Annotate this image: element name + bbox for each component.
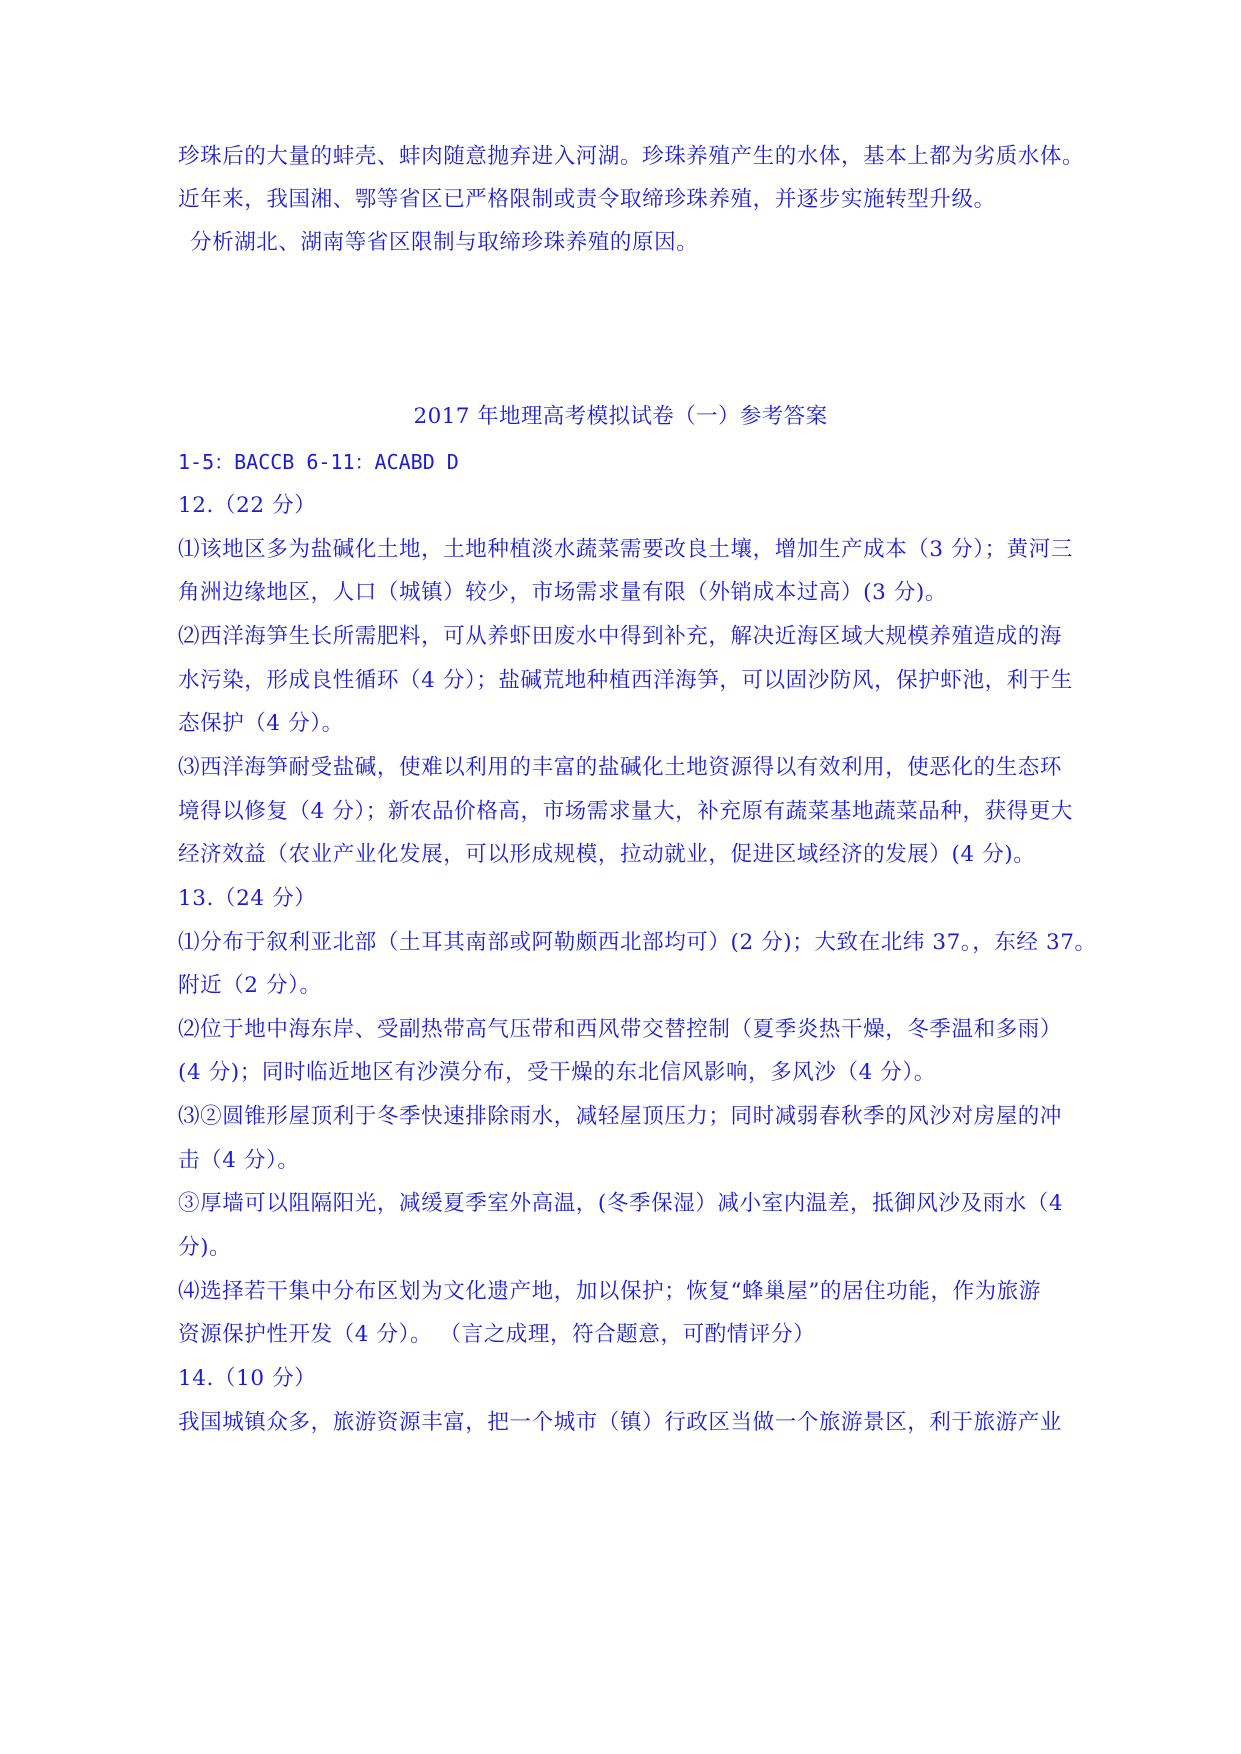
q14-line: 我国城镇众多，旅游资源丰富，把一个城市（镇）行政区当做一个旅游景区，利于旅游产业	[178, 1410, 1063, 1435]
q12-line: 角洲边缘地区，人口（城镇）较少，市场需求量有限（外销成本过高）(3 分)。	[178, 580, 947, 605]
q14-header: 14.（10 分）	[178, 1366, 317, 1391]
question-prompt: 分析湖北、湖南等省区限制与取缔珍珠养殖的原因。	[190, 230, 699, 255]
q12-line: ⑴该地区多为盐碱化土地，土地种植淡水蔬菜需要改良土壤，增加生产成本（3 分）；黄河三	[178, 537, 1073, 562]
q13-line: ③厚墙可以阻隔阳光，减缓夏季室外高温，(冬季保湿）减小室内温差，抵御风沙及雨水（4	[178, 1191, 1064, 1216]
q13-line: 附近（2 分）。	[178, 973, 322, 998]
q13-line: 击（4 分）。	[178, 1148, 300, 1173]
q12-line: 境得以修复（4 分）；新农品价格高，市场需求量大，补充原有蔬菜基地蔬菜品种，获得更大	[178, 799, 1073, 824]
q12-line: 经济效益（农业产业化发展，可以形成规模，拉动就业，促进区域经济的发展）(4 分)。	[178, 842, 1036, 867]
q13-line: ⑵位于地中海东岸、受副热带高气压带和西风带交替控制（夏季炎热干燥，冬季温和多雨）	[178, 1017, 1063, 1042]
q13-header: 13.（24 分）	[178, 886, 317, 911]
q12-line: ⑵西洋海笋生长所需肥料，可从养虾田废水中得到补充，解决近海区域大规模养殖造成的海	[178, 624, 1063, 649]
q13-line: 分)。	[178, 1235, 232, 1260]
multiple-choice-answers: 1-5：BACCB 6-11：ACABD D	[178, 450, 459, 474]
q13-line: ⑷选择若干集中分布区划为文化遗产地，加以保护；恢复“蜂巢屋”的居住功能，作为旅游	[178, 1279, 1041, 1304]
question-text-line-1: 珍珠后的大量的蚌壳、蚌肉随意抛弃进入河湖。珍珠养殖产生的水体，基本上都为劣质水体。	[178, 144, 1085, 169]
q13-line: ⑴分布于叙利亚北部（土耳其南部或阿勒颇西北部均可）(2 分)；大致在北纬 37。，东经 37。	[178, 930, 1097, 955]
q12-line: ⑶西洋海笋耐受盐碱，使难以利用的丰富的盐碱化土地资源得以有效利用，使恶化的生态环	[178, 755, 1063, 780]
q12-line: 态保护（4 分）。	[178, 711, 344, 736]
q12-line: 水污染，形成良性循环（4 分）；盐碱荒地种植西洋海笋，可以固沙防风，保护虾池，利于生	[178, 668, 1073, 693]
q12-header: 12.（22 分）	[178, 493, 317, 518]
question-text-line-2: 近年来，我国湘、鄂等省区已严格限制或责令取缔珍珠养殖，并逐步实施转型升级。	[178, 187, 996, 212]
q13-line: (4 分)；同时临近地区有沙漠分布，受干燥的东北信风影响，多风沙（4 分）。	[178, 1060, 936, 1085]
q13-line: ⑶②圆锥形屋顶利于冬季快速排除雨水，减轻屋顶压力；同时减弱春秋季的风沙对房屋的冲	[178, 1104, 1063, 1129]
q13-line: 资源保护性开发（4 分）。 （言之成理，符合题意，可酌情评分）	[178, 1322, 816, 1347]
answer-key-title: 2017 年地理高考模拟试卷（一）参考答案	[413, 404, 828, 429]
